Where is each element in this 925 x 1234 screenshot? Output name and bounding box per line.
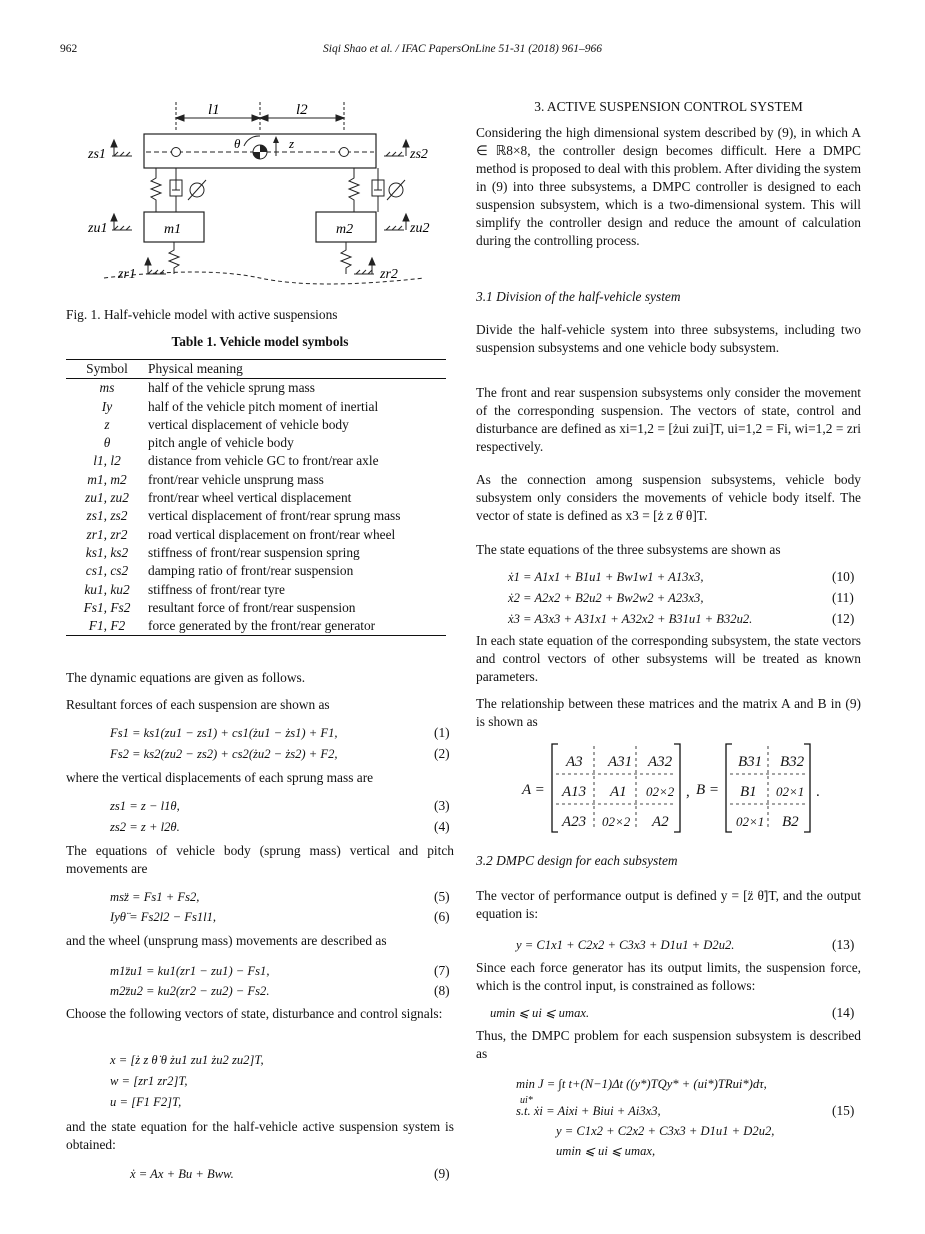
half-vehicle-figure xyxy=(84,96,444,296)
page-number: 962 xyxy=(60,43,78,55)
label-zs1: zs1 xyxy=(88,147,106,162)
equation-number-7: (7) xyxy=(434,963,450,978)
subsection-3-2: 3.2 DMPC design for each subsystem xyxy=(476,853,678,868)
matrix-A-cell: A23 xyxy=(562,814,587,830)
right-paragraph-1: Considering the high dimensional system described by (9), in which A ∈ ℝ8×8, the controller design becomes difficult. Here a DMPC method is proposed to deal with this problem. After dividing the system in (9) into three subsystems, a DMPC controller is designed to each suspension subsystem, which is a two-dimensional system. This will simplify the controller design and reduce the amount of calculation during the controlling process. xyxy=(476,125,861,248)
left-paragraph-5: and the wheel (unsprung mass) movements are described as xyxy=(66,933,387,948)
matrix-A-cell: A13 xyxy=(562,784,587,800)
label-m2: m2 xyxy=(336,222,354,237)
matrix-A-cell: A1 xyxy=(610,784,627,800)
label-z: z xyxy=(289,136,295,151)
right-paragraph-5: The state equations of the three subsystems are shown as xyxy=(476,542,781,557)
table-row: ku1, ku2 stiffness of front/rear tyre xyxy=(84,581,285,597)
table-row: zr1, zr2 road vertical displacement on front/rear wheel xyxy=(86,526,396,542)
equation-10: ẋ1 = A1x1 + B1u1 + Bw1w1 + A13x3, xyxy=(508,570,704,584)
equation-15-constraint: umin ⩽ ui ⩽ umax, xyxy=(556,1144,656,1158)
left-paragraph-3: where the vertical displacements of each sprung mass are xyxy=(66,770,374,785)
equation-number-13: (13) xyxy=(832,937,855,952)
control-vector-u: u = [F1 F2]T, xyxy=(110,1095,182,1109)
left-paragraph-1: The dynamic equations are given as follows. xyxy=(66,670,306,685)
right-paragraph-4: As the connection among suspension subsystems, vehicle body subsystem only considers the movements of vehicle body itself. The vector of state is defined as x3 = [ż z θ̇ θ]T. xyxy=(476,472,861,523)
matrix-end: . xyxy=(816,784,820,800)
table-title: Table 1. Vehicle model symbols xyxy=(171,334,349,349)
right-paragraph-6: In each state equation of the corresponding subsystem, the state vectors and control vectors of other subsystems will be treated as known parameters. xyxy=(476,633,861,684)
label-zr1: zr1 xyxy=(118,267,136,282)
left-paragraph-6: Choose the following vectors of state, disturbance and control signals: xyxy=(66,1006,443,1021)
label-zr2: zr2 xyxy=(380,267,398,282)
label-l2: l2 xyxy=(296,102,308,118)
right-paragraph-2: Divide the half-vehicle system into three subsystems, including two suspension subsystems and one vehicle body subsystem. xyxy=(476,322,861,355)
left-paragraph-4: The equations of vehicle body (sprung mass) vertical and pitch movements are xyxy=(66,843,454,876)
table-row: ms half of the vehicle sprung mass xyxy=(99,380,315,396)
left-paragraph-2: Resultant forces of each suspension are shown as xyxy=(66,697,330,712)
subsection-3-1: 3.1 Division of the half-vehicle system xyxy=(476,289,681,304)
state-vector-x: x = [ż z θ̇ θ żu1 zu1 żu2 zu2]T, xyxy=(110,1053,264,1067)
equation-12: ẋ3 = A3x3 + A31x1 + A32x2 + B31u1 + B32u2. xyxy=(508,612,753,626)
right-paragraph-9: Since each force generator has its output limits, the suspension force, which is the control input, is constrained as follows: xyxy=(476,960,861,993)
page-header xyxy=(60,40,865,58)
table-row: Iy half of the vehicle pitch moment of inertial xyxy=(101,398,379,414)
equation-15-objective: min J = ∫t t+(N−1)Δt ((y*)TQy* + (ui*)TRui*)dτ, xyxy=(516,1077,767,1091)
equation-number-9: (9) xyxy=(434,1166,450,1181)
matrix-B-cell: B1 xyxy=(740,784,757,800)
matrix-A-name: A = xyxy=(522,782,545,798)
equation-15-dynamics: s.t. ẋi = Aixi + Biui + Ai3x3, xyxy=(516,1104,661,1118)
block-matrices xyxy=(516,740,826,836)
matrix-B-name: B = xyxy=(696,782,720,798)
matrix-B-cell: B2 xyxy=(782,814,799,830)
matrix-A-cell: A31 xyxy=(608,754,633,770)
matrix-B-cell: 02×1 xyxy=(736,814,765,829)
equation-15-minvar: ui* xyxy=(520,1095,533,1106)
table-row: l1, l2 distance from vehicle GC to front/rear axle xyxy=(93,453,379,469)
matrix-B-cell: 02×1 xyxy=(776,784,805,799)
label-zs2: zs2 xyxy=(410,147,428,162)
equation-number-5: (5) xyxy=(434,889,450,904)
equation-5: msz̈ = Fs1 + Fs2, xyxy=(110,890,200,904)
table-row: m1, m2 front/rear vehicle unsprung mass xyxy=(87,471,324,487)
label-m1: m1 xyxy=(164,222,182,237)
equation-number-3: (3) xyxy=(434,798,450,813)
table-row: θ pitch angle of vehicle body xyxy=(103,435,294,451)
matrix-A-cell: 02×2 xyxy=(602,814,631,829)
label-theta: θ xyxy=(234,136,241,151)
equation-number-15: (15) xyxy=(832,1103,855,1118)
equation-number-4: (4) xyxy=(434,819,450,834)
equation-1: Fs1 = ks1(zu1 − zs1) + cs1(żu1 − żs1) + F1, xyxy=(110,726,338,740)
table-row: F1, F2 force generated by the front/rear generator xyxy=(66,617,446,636)
equation-number-14: (14) xyxy=(832,1005,855,1020)
label-l1: l1 xyxy=(208,102,220,118)
matrix-separator: , xyxy=(686,784,690,800)
table-header-symbol: Symbol xyxy=(66,360,148,379)
section-title: 3. ACTIVE SUSPENSION CONTROL SYSTEM xyxy=(534,99,803,114)
equation-9: ẋ = Ax + Bu + Bww. xyxy=(130,1167,234,1181)
equation-4: zs2 = z + l2θ. xyxy=(110,820,180,834)
table-row: ks1, ks2 stiffness of front/rear suspension spring xyxy=(85,544,360,560)
equation-13: y = C1x1 + C2x2 + C3x3 + D1u1 + D2u2. xyxy=(516,938,735,952)
equation-number-2: (2) xyxy=(434,746,450,761)
right-paragraph-7: The relationship between these matrices and the matrix A and B in (9) is shown as xyxy=(476,696,861,729)
equation-number-10: (10) xyxy=(832,569,855,584)
equation-14: umin ⩽ ui ⩽ umax. xyxy=(490,1006,590,1020)
equation-6: Iyθ̈ = Fs2l2 − Fs1l1, xyxy=(110,910,217,924)
table-row: Fs1, Fs2 resultant force of front/rear suspension xyxy=(83,599,356,615)
equation-number-8: (8) xyxy=(434,983,450,998)
equation-3: zs1 = z − l1θ, xyxy=(110,799,180,813)
right-paragraph-8: The vector of performance output is defined y = [z̈ θ̈]T, and the output equation is: xyxy=(476,888,861,921)
equation-7: m1z̈u1 = ku1(zr1 − zu1) − Fs1, xyxy=(110,964,270,978)
table-row: cs1, cs2 damping ratio of front/rear suspension xyxy=(85,563,354,579)
equation-8: m2z̈u2 = ku2(zr2 − zu2) − Fs2. xyxy=(110,984,270,998)
matrix-B-cell: B31 xyxy=(738,754,763,770)
matrix-B-cell: B32 xyxy=(780,754,805,770)
matrix-A-cell: A32 xyxy=(648,754,673,770)
equation-15-output: y = C1x2 + C2x2 + C3x3 + D1u1 + D2u2, xyxy=(556,1124,775,1138)
table-row: zu1, zu2 front/rear wheel vertical displacement xyxy=(85,490,352,506)
disturbance-vector-w: w = [zr1 zr2]T, xyxy=(110,1074,188,1088)
label-zu2: zu2 xyxy=(410,221,430,236)
table-row: z vertical displacement of vehicle body xyxy=(104,416,349,432)
running-citation: Siqi Shao et al. / IFAC PapersOnLine 51-31 (2018) 961–966 xyxy=(323,43,602,55)
right-paragraph-3: The front and rear suspension subsystems only consider the movement of the corresponding suspension. The vectors of state, control and disturbance are defined as xi=1,2 = [żui zui]T, ui=1,2 = Fi, wi=1,2 = zri respectively. xyxy=(476,385,861,454)
equation-number-11: (11) xyxy=(832,590,854,605)
equation-number-1: (1) xyxy=(434,725,450,740)
symbols-table xyxy=(66,359,446,636)
equation-2: Fs2 = ks2(zu2 − zs2) + cs2(żu2 − żs2) + F2, xyxy=(110,747,338,761)
equation-number-12: (12) xyxy=(832,611,855,626)
matrix-A-cell: 02×2 xyxy=(646,784,675,799)
table-header-meaning: Physical meaning xyxy=(148,360,446,379)
figure-caption: Fig. 1. Half-vehicle model with active suspensions xyxy=(66,307,338,322)
equation-number-6: (6) xyxy=(434,909,450,924)
left-paragraph-7: and the state equation for the half-vehicle active suspension system is obtained: xyxy=(66,1119,454,1152)
equation-11: ẋ2 = A2x2 + B2u2 + Bw2w2 + A23x3, xyxy=(508,591,704,605)
table-row: zs1, zs2 vertical displacement of front/rear sprung mass xyxy=(86,508,401,524)
label-zu1: zu1 xyxy=(88,221,108,236)
matrix-A-cell: A3 xyxy=(566,754,583,770)
right-paragraph-10: Thus, the DMPC problem for each suspension subsystem is described as xyxy=(476,1028,861,1061)
matrix-A-cell: A2 xyxy=(652,814,669,830)
